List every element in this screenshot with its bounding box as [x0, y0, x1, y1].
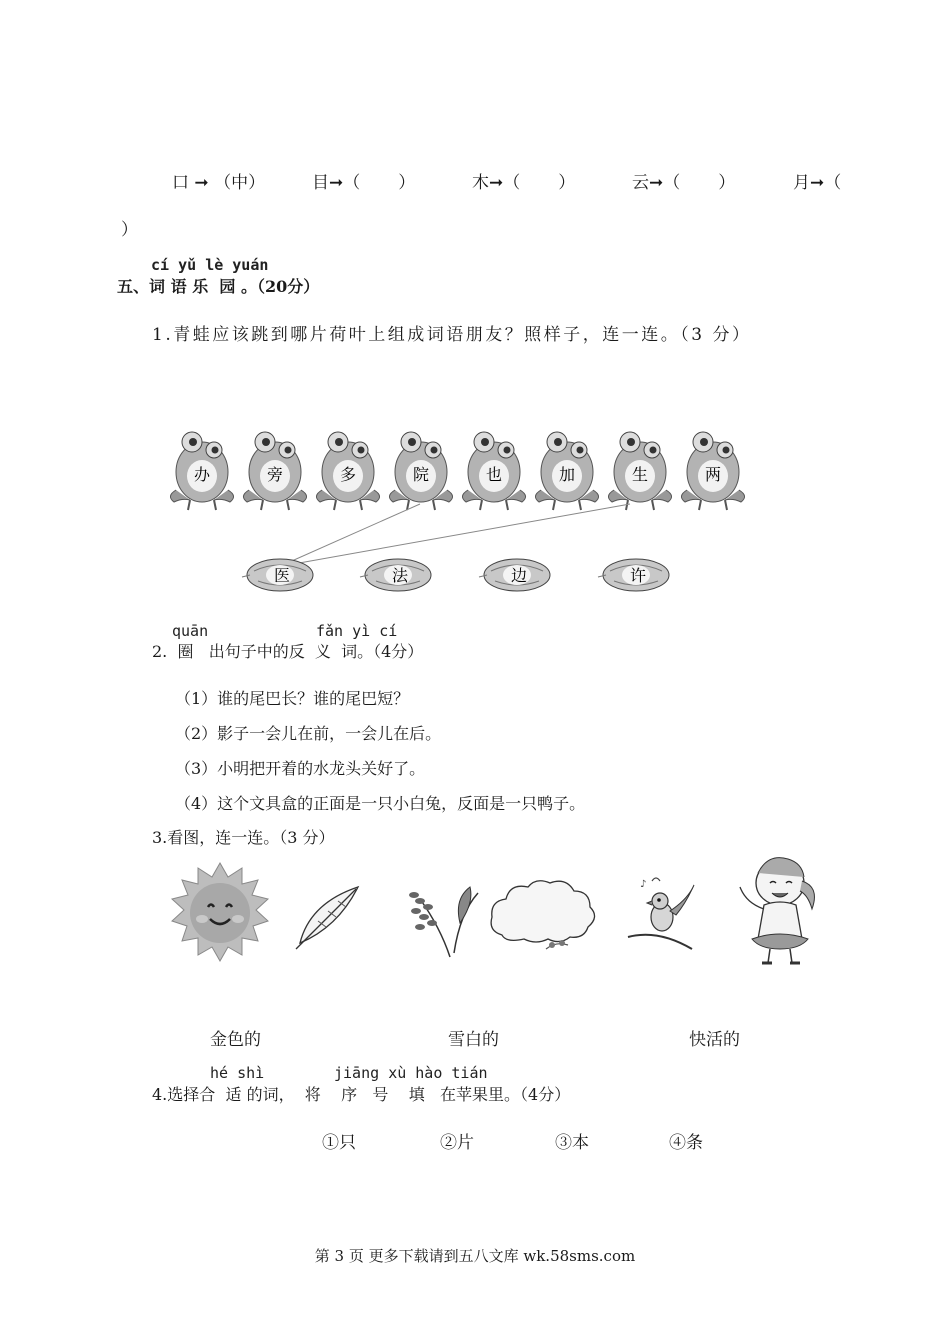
frog-char: 院 [412, 465, 430, 484]
q3-label-3: 快活的 [689, 1030, 740, 1050]
frog-char: 加 [558, 465, 576, 484]
q1-prompt: 1.青蛙应该跳到哪片荷叶上组成词语朋友？照样子，连一连。（3 分） [152, 325, 752, 345]
frog-char: 多 [339, 465, 357, 484]
frog-char: 旁 [266, 465, 284, 484]
frog-leaf-matching [160, 420, 760, 605]
example-line [288, 504, 630, 565]
q4-option-2: ②片 [440, 1133, 474, 1153]
q2-prompt: 2. 圈 出句子中的反 义 词。（4分） [152, 642, 424, 661]
char-transform-item-3: 木➞（ ） [472, 173, 576, 193]
q3-label-1: 金色的 [210, 1030, 261, 1050]
section5-heading: 五、词 语 乐 园 。（20分） [117, 277, 320, 296]
char-transform-item-5: 月➞（ [793, 173, 842, 193]
q3-label-2: 雪白的 [448, 1030, 499, 1050]
q4-prompt: 4.选择合 适 的词， 将 序 号 填 在苹果里。（4分） [152, 1085, 571, 1104]
trailing-paren: ） [121, 220, 138, 240]
q2-sentence-3: （3）小明把开着的水龙头关好了。 [175, 759, 426, 778]
char-transform-row: 口 ➞ （中） [172, 173, 266, 193]
arrow-icon: ➞ [810, 173, 825, 193]
frog-char: 生 [631, 465, 649, 484]
frog-char: 两 [704, 465, 722, 484]
example-line [285, 504, 420, 564]
q2-sentence-1: （1）谁的尾巴长？谁的尾巴短？ [175, 689, 410, 708]
frog-char: 也 [485, 465, 503, 484]
q4-pinyin-jiang: jiāng xù hào tián [334, 1064, 488, 1082]
arrow-icon: ➞ [649, 173, 664, 193]
arrow-icon: ➞ [194, 173, 209, 193]
char-transform-item-2: 目➞（ ） [312, 173, 416, 193]
feather-icon [296, 887, 358, 949]
frog-char: 办 [193, 465, 211, 484]
q4-option-4: ④条 [669, 1133, 703, 1153]
girl-icon [740, 858, 814, 963]
svg-text:♪: ♪ [640, 879, 647, 890]
section5-pinyin: cí yǔ lè yuán [151, 256, 269, 274]
q3-pictures [168, 855, 840, 975]
q4-option-3: ③本 [555, 1133, 589, 1153]
q3-prompt: 3.看图，连一连。（3 分） [152, 828, 335, 847]
sun-icon [172, 863, 268, 961]
q2-sentence-4: （4）这个文具盒的正面是一只小白兔，反面是一只鸭子。 [175, 794, 586, 813]
item-1: 口 [172, 173, 189, 193]
q2-pinyin-fanyi: fǎn yì cí [316, 622, 398, 640]
q2-sentence-2: （2）影子一会儿在前，一会儿在后。 [175, 724, 442, 743]
q4-option-1: ①只 [322, 1133, 356, 1153]
answer-1: 中 [231, 173, 249, 193]
q4-pinyin-heshi: hé shì [210, 1064, 265, 1082]
rice-icon [409, 887, 478, 957]
bird-icon [628, 878, 694, 949]
leaf-char: 法 [391, 566, 409, 585]
arrow-icon: ➞ [329, 173, 344, 193]
leaf-char: 边 [510, 566, 528, 585]
leaf-char: 医 [273, 566, 291, 585]
q2-pinyin-quan: quān [172, 622, 209, 640]
page-footer: 第 3 页 更多下载请到五八文库 wk.58sms.com [314, 1247, 636, 1265]
char-transform-item-4: 云➞（ ） [632, 173, 736, 193]
arrow-icon: ➞ [489, 173, 504, 193]
cloud-icon [491, 881, 594, 949]
leaf-char: 许 [629, 566, 647, 585]
